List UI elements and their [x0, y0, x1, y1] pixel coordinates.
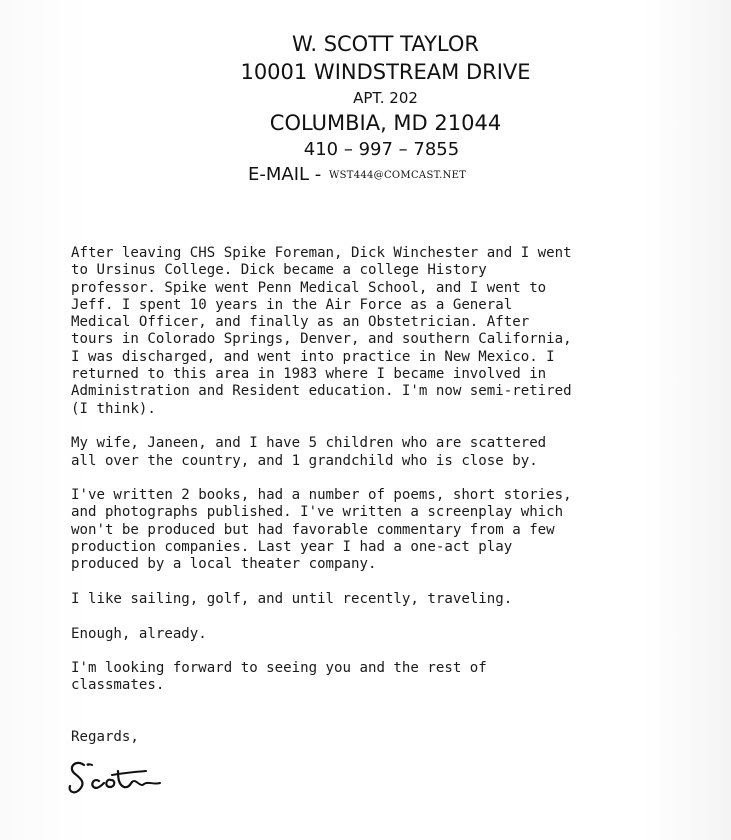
- letterhead-name: W. SCOTT TAYLOR: [291, 32, 480, 56]
- body-paragraph-3: [71, 487, 721, 573]
- email-label: E-MAIL -: [248, 164, 322, 185]
- text-line: tours in Colorado Springs, Denver, and southern California,: [71, 331, 572, 348]
- body-paragraph-1: [71, 245, 721, 418]
- signature-image: [66, 755, 176, 805]
- text-line: returned to this area in 1983 where I became involved in: [71, 366, 547, 383]
- text-line: to Ursinus College. Dick became a college History: [71, 262, 487, 279]
- letter-body: [71, 245, 721, 747]
- text-line: I'm looking forward to seeing you and the rest of: [71, 660, 487, 677]
- text-line: professor. Spike went Penn Medical School, and I went to: [71, 279, 547, 296]
- text-line: After leaving CHS Spike Foreman, Dick Winchester and I went: [71, 245, 572, 261]
- text-line: Administration and Resident education. I'm now semi-retired: [71, 383, 572, 400]
- letterhead-street: 10001 WINDSTREAM DRIVE: [240, 60, 531, 84]
- text-line: Medical Officer, and finally as an Obstetrician. After: [71, 314, 530, 331]
- text-line: My wife, Janeen, and I have 5 children who are scattered: [71, 435, 547, 452]
- text-line: production companies. Last year I had a one-act play: [71, 539, 513, 556]
- text-line: and photographs published. I've written a screenplay which: [71, 504, 564, 521]
- text-line: I like sailing, golf, and until recently, traveling.: [71, 590, 513, 607]
- text-line: produced by a local theater company.: [71, 556, 377, 573]
- text-line: won't be produced but had favorable commentary from a few: [71, 521, 555, 538]
- letterhead-apartment: APT. 202: [353, 89, 418, 107]
- body-paragraph-2: [71, 435, 721, 470]
- body-paragraph-6: [71, 660, 721, 695]
- letterhead-city-state-zip: COLUMBIA, MD 21044: [269, 111, 502, 135]
- text-line: classmates.: [71, 677, 165, 694]
- body-paragraph-4: [71, 591, 721, 608]
- text-line: Enough, already.: [71, 625, 207, 642]
- email-address: WST444@COMCAST.NET: [329, 170, 467, 181]
- letterhead-email: [248, 164, 466, 185]
- text-line: I've written 2 books, had a number of poems, short stories,: [71, 487, 572, 504]
- text-line: I was discharged, and went into practice in New Mexico. I: [71, 348, 555, 365]
- text-line: (I think).: [71, 400, 156, 417]
- closing-text: Regards,: [71, 729, 139, 746]
- text-line: all over the country, and 1 grandchild who is close by.: [71, 452, 538, 469]
- text-line: Jeff. I spent 10 years in the Air Force as a General: [71, 296, 513, 313]
- letterhead-phone: 410 – 997 – 7855: [303, 139, 460, 160]
- body-paragraph-5: [71, 626, 721, 643]
